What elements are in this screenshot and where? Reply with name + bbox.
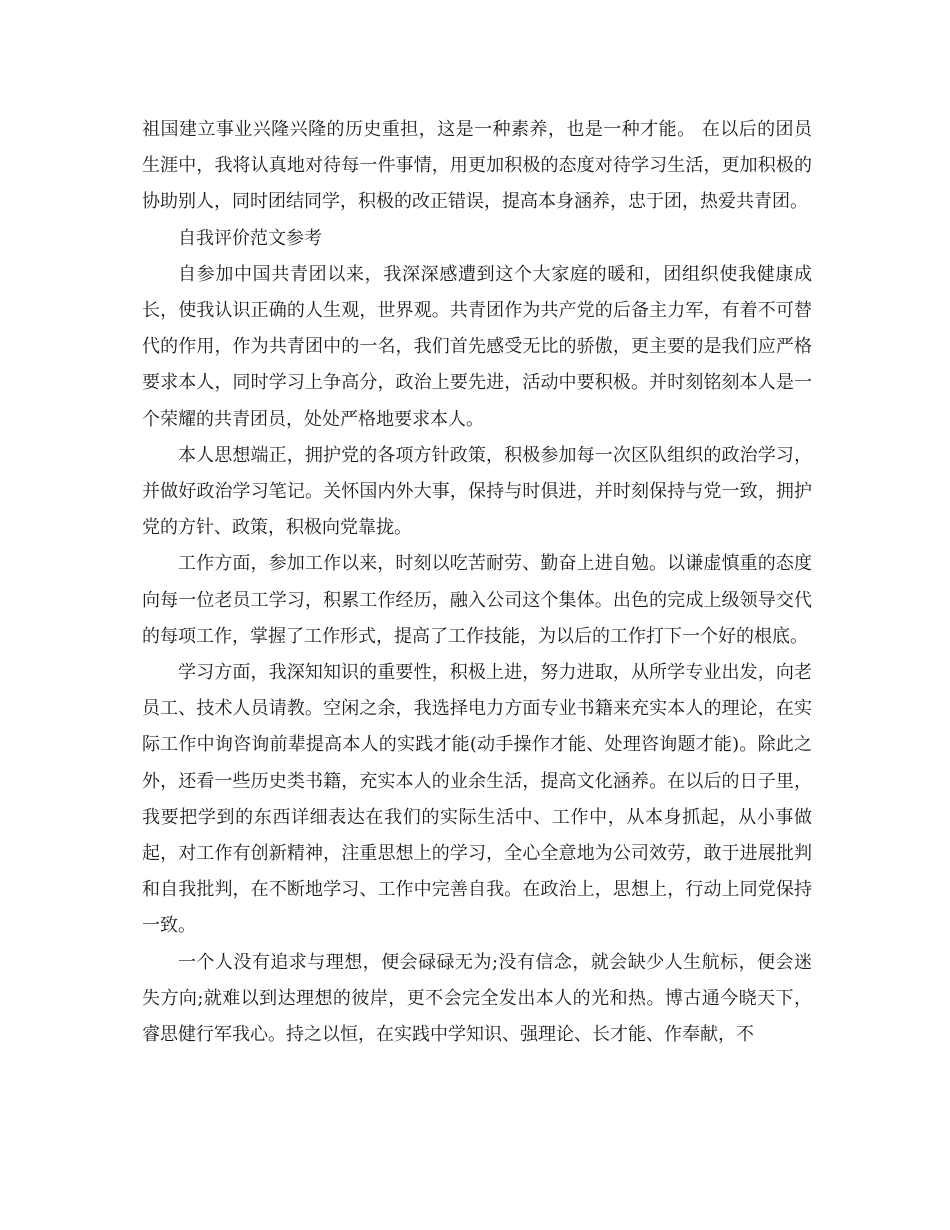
- paragraph-6: 一个人没有追求与理想，便会碌碌无为;没有信念，就会缺少人生航标，便会迷失方向;就难以到达理想的彼岸，更不会完全发出本人的光和热。博古通今晓天下，睿思健行军我心。持之以恒，在实践中学知识、强理论、长才能、作奉献，不: [142, 951, 812, 1046]
- paragraph-5: 学习方面，我深知知识的重要性，积极上进，努力进取，从所学专业出发，向老员工、技术人员请教。空闲之余，我选择电力方面专业书籍来充实本人的理论，在实际工作中询咨询前辈提高本人的实践才能(动手操作才能、处理咨询题才能)。除此之外，还看一些历史类书籍，充实本人的业余生活，提高文化涵养。在以后的日子里，我要把学到的东西详细表达在我们的实际生活中、工作中，从本身抓起，从小事做起，对工作有创新精神，注重思想上的学习，全心全意地为公司效劳，敢于进展批判和自我批判，在不断地学习、工作中完善自我。在政治上，思想上，行动上同党保持一致。: [142, 662, 812, 937]
- section-heading: 自我评价范文参考: [178, 227, 322, 249]
- paragraph-3: 本人思想端正，拥护党的各项方针政策，积极参加每一次区队组织的政治学习，并做好政治学习笔记。关怀国内外大事，保持与时俱进，并时刻保持与党一致，拥护党的方针、政策，积极向党靠拢。: [142, 444, 812, 539]
- paragraph-4: 工作方面，参加工作以来，时刻以吃苦耐劳、勤奋上进自勉。以谦虚慎重的态度向每一位老员工学习，积累工作经历，融入公司这个集体。出色的完成上级领导交代的每项工作，掌握了工作形式，提高了工作技能，为以后的工作打下一个好的根底。: [142, 553, 812, 647]
- paragraph-1: 祖国建立事业兴隆兴隆的历史重担，这是一种素养，也是一种才能。 在以后的团员生涯中，我将认真地对待每一件事情，用更加积极的态度对待学习生活，更加积极的协助别人，同时团结同学，积极的改正错误，提高本身涵养，忠于团，热爱共青团。: [142, 119, 812, 213]
- document-body: [142, 112, 812, 1053]
- paragraph-2: 自参加中国共青团以来，我深深感遭到这个大家庭的暖和，团组织使我健康成长，使我认识正确的人生观，世界观。共青团作为共产党的后备主力军，有着不可替代的作用，作为共青团中的一名，我们首先感受无比的骄傲，更主要的是我们应严格要求本人，同时学习上争高分，政治上要先进，活动中要积极。并时刻铭刻本人是一个荣耀的共青团员，处处严格地要求本人。: [142, 263, 812, 430]
